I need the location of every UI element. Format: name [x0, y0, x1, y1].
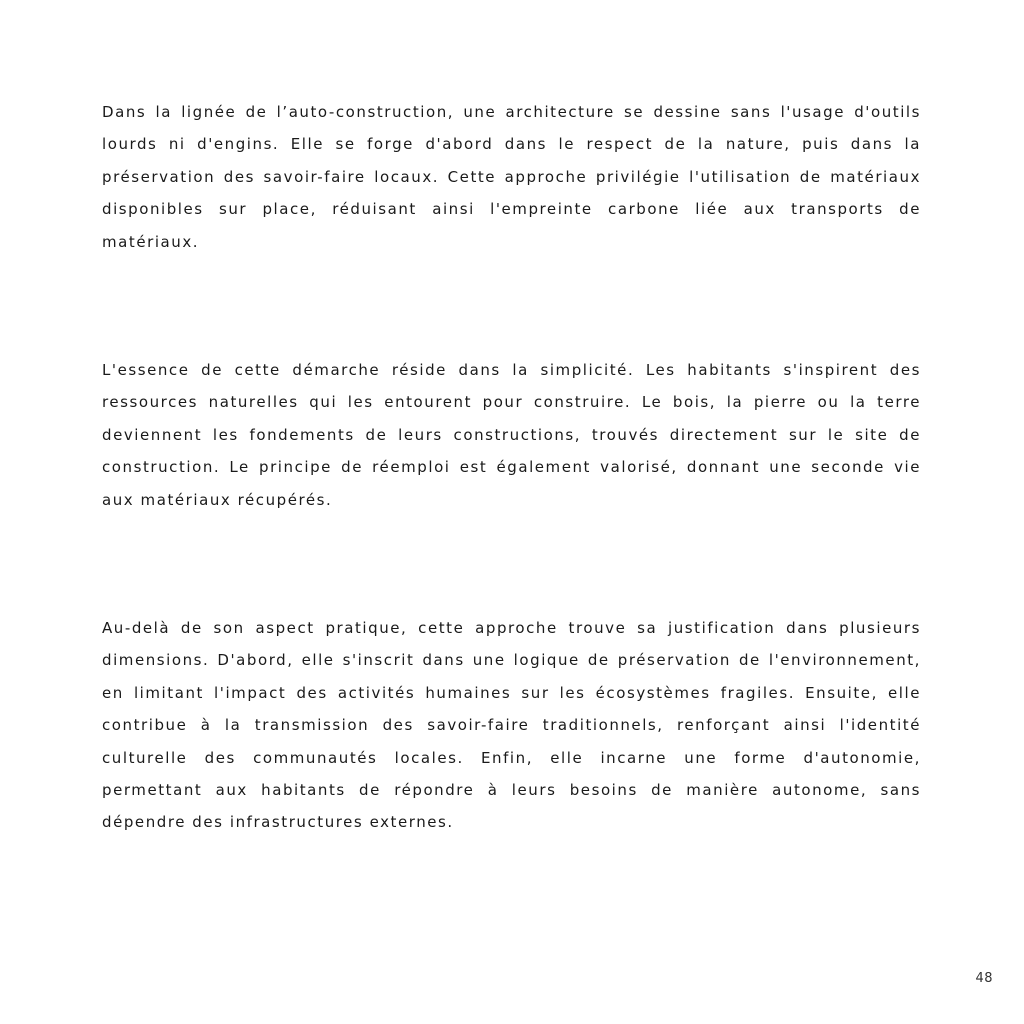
paragraph-auto-construction: Dans la lignée de l’auto-construction, une architecture se dessine sans l'usage d'outils lourds ni d'engins. Elle se forge d'abord dans le respect de la nature, puis dans la préservation des savoir-faire locaux. Cette approche privilégie l'utilisation de matériaux disponibles sur place, réduisant ainsi l'empreinte carbone liée aux transports de matériaux. [102, 103, 921, 251]
page-number: 48 [975, 971, 993, 986]
paragraph-justification: Au-delà de son aspect pratique, cette approche trouve sa justification dans plusieurs dimensions. D'abord, elle s'inscrit dans une logique de préservation de l'environnement, en limitant l'impact des activités humaines sur les écosystèmes fragiles. Ensuite, elle contribue à la transmission des savoir-faire traditionnels, renforçant ainsi l'identité culturelle des communautés locales. Enfin, elle incarne une forme d'autonomie, permettant aux habitants de répondre à leurs besoins de manière autonome, sans dépendre des infrastructures externes. [102, 619, 921, 832]
paragraph-simplicite: L'essence de cette démarche réside dans la simplicité. Les habitants s'inspirent des ressources naturelles qui les entourent pour construire. Le bois, la pierre ou la terre deviennent les fondements de leurs constructions, trouvés directement sur le site de construction. Le principe de réemploi est également valorisé, donnant une seconde vie aux matériaux récupérés. [102, 361, 921, 509]
